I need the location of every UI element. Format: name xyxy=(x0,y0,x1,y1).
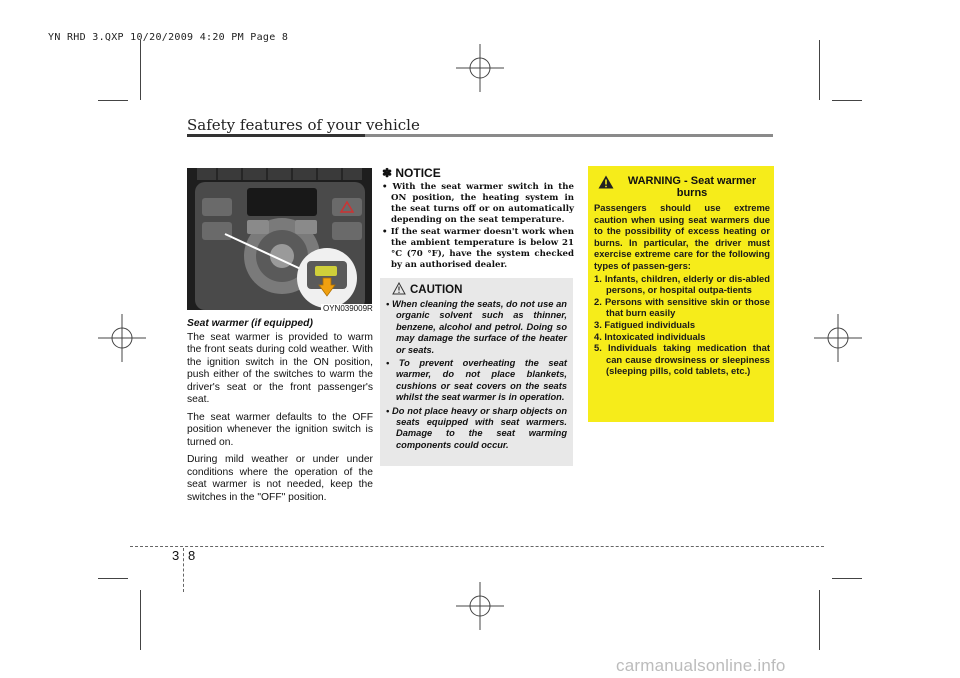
caution-title: CAUTION xyxy=(410,284,463,296)
caution-box xyxy=(380,278,573,466)
warning-item: 1. Infants, children, elderly or dis-abled persons, or hospital outpa-tients xyxy=(594,272,770,296)
registration-mark-icon xyxy=(456,582,504,630)
figure-caption: OYN039009R xyxy=(323,304,373,313)
notice-section xyxy=(382,166,574,272)
warning-item: 2. Persons with sensitive skin or those that burn easily xyxy=(594,295,770,319)
notice-item: • If the seat warmer doesn't work when the ambient temperature is below 21 °C (70 °F), have the system checked by an authorised dealer. xyxy=(382,227,574,270)
section-subtitle: Seat warmer (if equipped) xyxy=(187,318,313,329)
crop-mark xyxy=(98,100,128,101)
watermark-text: carmanualsonline.info xyxy=(616,656,786,675)
warning-item: 4. Intoxicated individuals xyxy=(594,330,706,342)
crop-mark xyxy=(832,100,862,101)
crop-mark xyxy=(832,578,862,579)
crop-mark xyxy=(98,578,128,579)
print-slug: YN RHD 3.QXP 10/20/2009 4:20 PM Page 8 xyxy=(48,32,289,43)
notice-item: • With the seat warmer switch in the ON position, the heating system in the seat turns off or on automatically depending on the seat temperature. xyxy=(382,182,574,225)
caution-item: • When cleaning the seats, do not use an organic solvent such as thinner, benzene, alcohol and petrol. Doing so may damage the surface of the heater or seats. xyxy=(386,299,567,355)
seat-warmer-photo xyxy=(187,168,372,310)
crop-mark xyxy=(819,590,820,650)
page-number-separator xyxy=(183,548,184,592)
page-title: Safety features of your vehicle xyxy=(187,116,420,134)
paragraph: The seat warmer is provided to warm the front seats during cold weather. With the ignition switch in the ON position, push either of the switches to warm the driver's seat or the front passenger's seat. xyxy=(187,331,373,405)
caution-triangle-icon xyxy=(392,282,406,295)
page-section-number: 3 xyxy=(172,548,180,563)
notice-title: ✽ NOTICE xyxy=(382,166,441,180)
crop-mark xyxy=(140,40,141,100)
warning-intro: Passengers should use extreme caution when using seat warmers due to the possibility of excess heating or burns. In particular, the driver must exercise extreme care for the following types of passen-gers: xyxy=(594,202,770,271)
caution-list xyxy=(386,299,567,453)
paragraph: The seat warmer defaults to the OFF position whenever the ignition switch is turned on. xyxy=(187,411,373,448)
page-number: 8 xyxy=(188,548,196,563)
seat-warmer-section xyxy=(187,318,373,509)
warning-box xyxy=(588,166,774,422)
registration-mark-icon xyxy=(98,314,146,362)
registration-mark-icon xyxy=(814,314,862,362)
crop-mark xyxy=(140,590,141,650)
footer-rule xyxy=(130,546,824,547)
warning-title: WARNING - Seat warmer burns xyxy=(627,175,757,199)
paragraph: During mild weather or under under conditions where the operation of the seat warmer is not needed, keep the switches in the "OFF" position. xyxy=(187,454,373,503)
warning-body xyxy=(594,202,770,377)
warning-triangle-icon xyxy=(598,175,614,189)
dashboard-controls-illustration xyxy=(187,168,372,310)
warning-item: 3. Fatigued individuals xyxy=(594,318,696,330)
warning-item: 5. Individuals taking medication that can cause drowsiness or sleepiness (sleeping pills, cold tablets, etc.) xyxy=(594,342,770,377)
crop-mark xyxy=(819,40,820,100)
caution-item: • To prevent overheating the seat warmer, do not place blankets, cushions or seat covers on the seats whilst the seat warmer is in operation. xyxy=(386,358,567,403)
caution-item: • Do not place heavy or sharp objects on seats equipped with seat warmers. Damage to the seat warming components could occur. xyxy=(386,405,567,450)
registration-mark-icon xyxy=(456,44,504,92)
header-rule-accent xyxy=(187,134,365,137)
